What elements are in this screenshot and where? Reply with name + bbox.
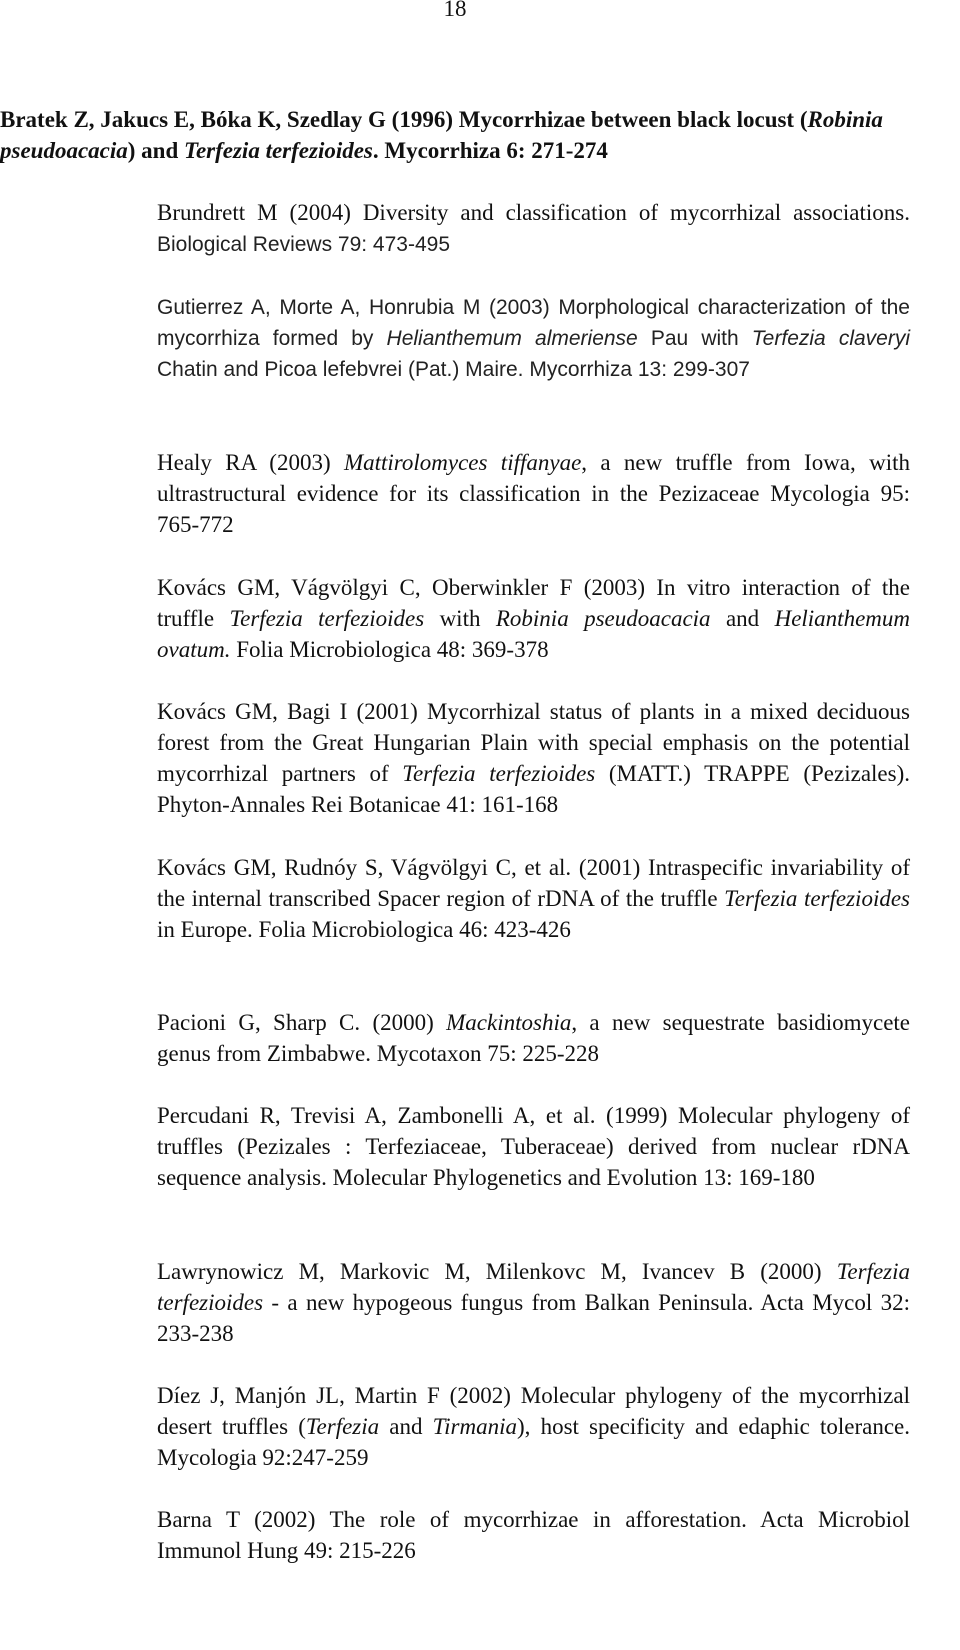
reference-kovacs-bagi [157,696,910,820]
reference-text-segment: (MATT.) TRAPPE (Pezizales). Phyton-Annales Rei Botanicae 41: 161-168 [157,761,910,817]
reference-text-segment: Terfezia terfezioides [184,138,373,163]
reference-text-segment: Robinia pseudoacacia [495,606,711,631]
reference-barna [157,1504,910,1566]
reference-text-segment: Tirmania [432,1414,518,1439]
reference-text-segment: , a new truffle from Iowa, with ultrastructural evidence for its classification in the Pezizaceae Mycologia 95: 765-772 [157,450,910,537]
reference-text-segment: Terfezia terfezioides [402,761,596,786]
reference-text-segment: with [424,606,496,631]
reference-text-segment: Bratek Z, Jakucs E, Bóka K, Szedlay G (1996) Mycorrhizae between black locust ( [0,107,808,132]
reference-text-segment: ) and [127,138,185,163]
reference-text-segment: Barna T (2002) The role of mycorrhizae in afforestation. Acta Microbiol Immunol Hung 49: 215-226 [157,1507,910,1563]
reference-text-segment: Terfezia terfezioides [157,1259,910,1315]
reference-text-segment: and [710,606,775,631]
reference-kovacs-2003 [157,572,910,665]
reference-lawrynowicz [157,1256,910,1349]
reference-percudani [157,1100,910,1193]
reference-text-segment: Kovács GM, Vágvölgyi C, Oberwinkler F (2003) In vitro interaction of the truffle [157,575,910,631]
reference-text-segment: ), host specificity and edaphic tolerance. Mycologia 92:247-259 [157,1414,911,1470]
reference-gutierrez [157,292,910,385]
reference-brundrett [157,197,910,260]
reference-text-segment: Díez J, Manjón JL, Martin F (2002) Molecular phylogeny of the mycorrhizal desert truffles ( [157,1383,910,1439]
reference-text-segment: Helianthemum ovatum. [157,606,910,662]
reference-diez [157,1380,910,1473]
reference-text-segment: Healy RA (2003) [157,450,344,475]
reference-kovacs-rudnoy [157,852,910,945]
reference-text-segment: Brundrett M (2004) Diversity and classification of mycorrhizal associations. [157,200,910,225]
reference-text-segment: Terfezia terfezioides [229,606,425,631]
reference-text-segment: Chatin and Picoa lefebvrei (Pat.) Maire. [157,358,530,381]
reference-text-segment: Pau with [637,327,752,350]
reference-bratek [0,104,910,166]
reference-text-segment: Mycorrhiza 13: 299-307 [529,358,750,381]
reference-text-segment: Folia Microbiologica 48: 369-378 [230,637,549,662]
reference-text-segment: Terfezia [305,1414,380,1439]
reference-text-segment: Lawrynowicz M, Markovic M, Milenkovc M, Ivancev B (2000) [157,1259,837,1284]
reference-text-segment: Gutierrez A, Morte A, Honrubia M (2003) Morphological characterization of the mycorrhiza formed by [157,296,910,350]
reference-text-segment: Helianthemum almeriense [386,327,638,350]
reference-text-segment: Mattirolomyces tiffanyae [343,450,582,475]
reference-pacioni [157,1007,910,1069]
page-number: 18 [443,0,467,21]
reference-text-segment: Terfezia claveryi [751,327,910,350]
reference-text-segment: Mackintoshia [446,1010,572,1035]
reference-text-segment: , a new sequestrate basidiomycete genus from Zimbabwe. Mycotaxon 75: 225-228 [157,1010,911,1066]
reference-text-segment: Percudani R, Trevisi A, Zambonelli A, et al. (1999) Molecular phylogeny of truffles (Pezizales : Terfeziaceae, Tuberaceae) derived from nuclear rDNA sequence analysis. Molecular Phylogenetics and Evolution 13: 169-180 [157,1103,910,1190]
reference-text-segment: Robinia pseudoacacia [0,107,883,163]
reference-text-segment: Kovács GM, Bagi I (2001) Mycorrhizal status of plants in a mixed deciduous forest from the Great Hungarian Plain with special emphasis on the potential mycorrhizal partners of [157,699,910,786]
reference-healy [157,447,910,540]
reference-text-segment: Terfezia terfezioides [724,886,910,911]
reference-text-segment: and [379,1414,433,1439]
reference-text-segment: Pacioni G, Sharp C. (2000) [157,1010,447,1035]
reference-text-segment: in Europe. Folia Microbiologica 46: 423-426 [157,917,571,942]
reference-text-segment: - a new hypogeous fungus from Balkan Peninsula. Acta Mycol 32: 233-238 [157,1290,910,1346]
reference-text-segment: Kovács GM, Rudnóy S, Vágvölgyi C, et al. (2001) Intraspecific invariability of the internal transcribed Spacer region of rDNA of the truffle [157,855,910,911]
reference-text-segment: . Mycorrhiza 6: 271-274 [372,138,608,163]
reference-text-segment: Biological Reviews 79: 473-495 [157,233,451,256]
